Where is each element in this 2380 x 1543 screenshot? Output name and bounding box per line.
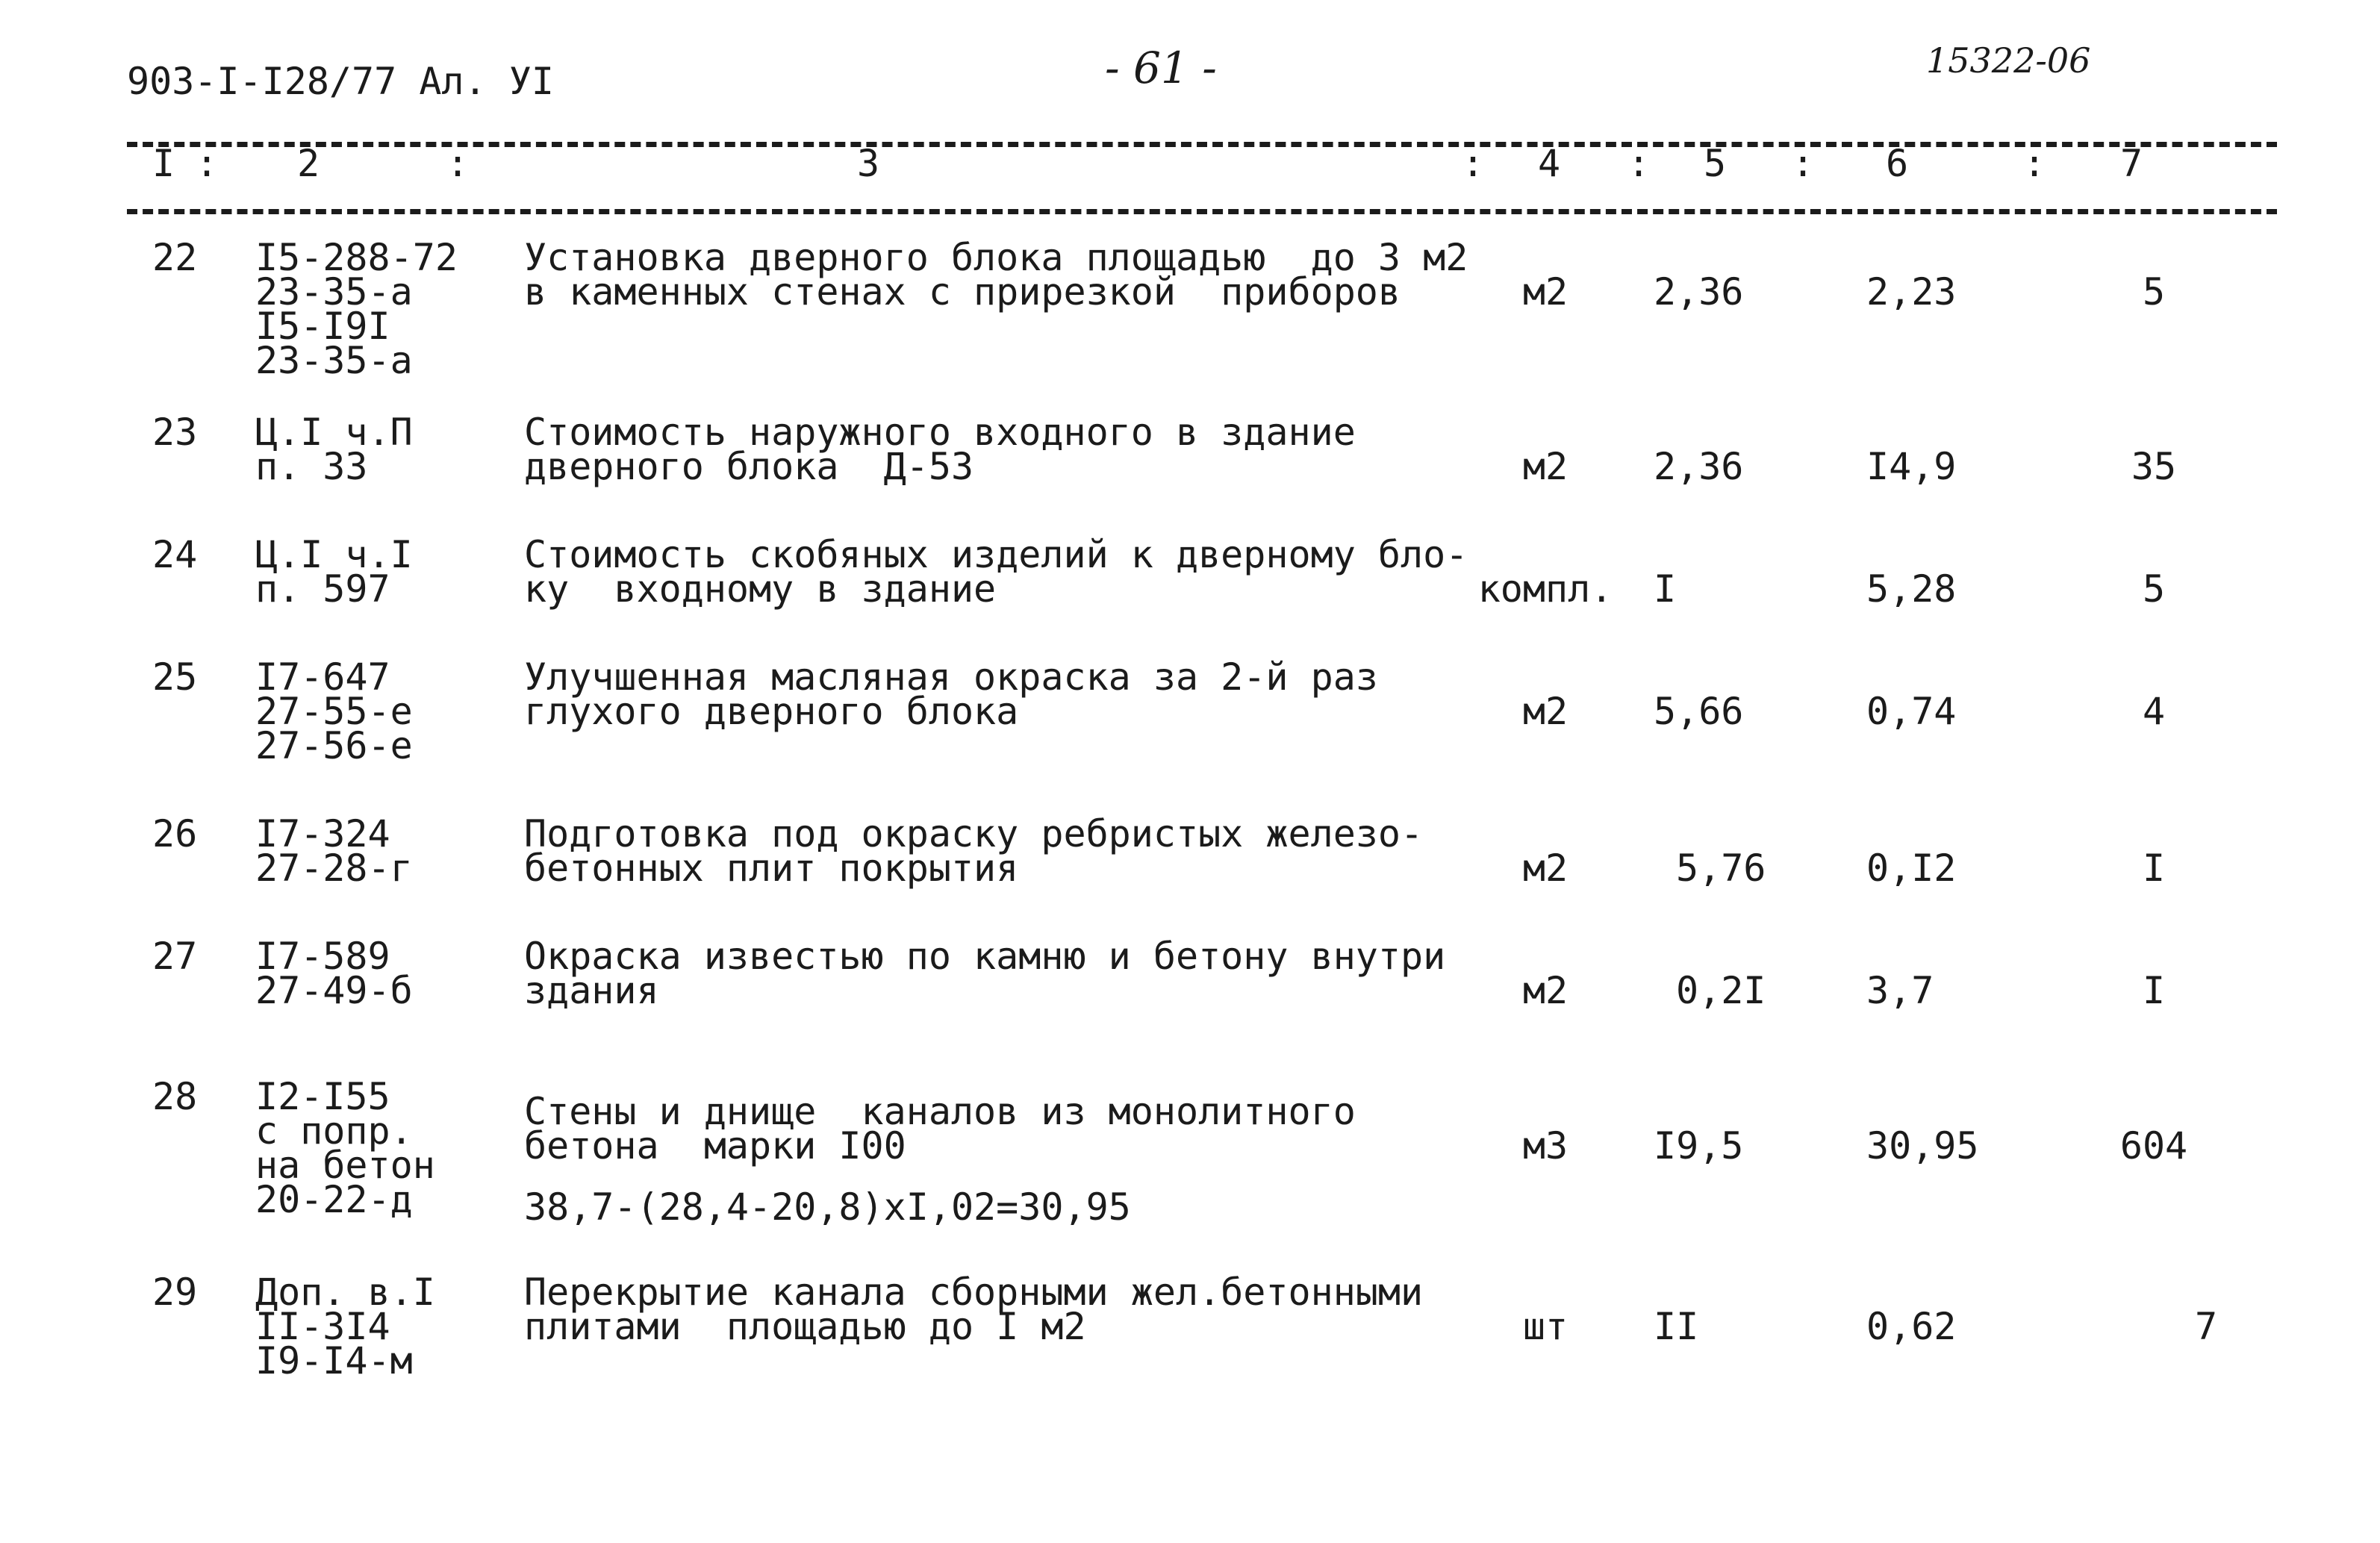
row-number: 25 — [152, 655, 198, 699]
row-number: 29 — [152, 1271, 198, 1314]
unit: м2 — [1522, 270, 1569, 314]
column-number-1: I — [152, 142, 175, 185]
total-cost: 5 — [2142, 270, 2166, 314]
calculation-note: 38,7-(28,4-20,8)хI,02=30,95 — [524, 1185, 1131, 1229]
unit-price: 5,28 — [1866, 567, 1957, 611]
unit: шт — [1522, 1305, 1569, 1348]
column-separator: : — [1462, 142, 1485, 185]
document-code: 903-I-I28/77 Ал. УI — [127, 60, 554, 103]
row-number: 24 — [152, 533, 198, 576]
column-number-4: 4 — [1538, 142, 1561, 185]
unit-price: 2,23 — [1866, 270, 1957, 314]
unit-price: 0,74 — [1866, 690, 1957, 733]
total-cost: 35 — [2131, 445, 2177, 488]
page-number: - 61 - — [1105, 43, 1217, 93]
total-cost: 5 — [2142, 567, 2166, 611]
column-number-6: 6 — [1886, 142, 1909, 185]
unit: м2 — [1522, 847, 1569, 890]
column-separator: : — [446, 142, 470, 185]
unit: м2 — [1522, 969, 1569, 1012]
archive-number: 15322-06 — [1926, 40, 2091, 81]
header-bottom-rule — [127, 209, 2277, 214]
row-number: 26 — [152, 812, 198, 855]
unit: м3 — [1522, 1124, 1569, 1168]
quantity: 5,66 — [1654, 690, 1744, 733]
total-cost: I — [2142, 847, 2166, 890]
row-number: 23 — [152, 411, 198, 454]
work-description: Перекрытие канала сборными жел.бетонными плитами площадью до I м2 — [524, 1271, 1424, 1348]
column-separator: : — [196, 142, 219, 185]
column-number-7: 7 — [2120, 142, 2143, 185]
norm-code: Ц.I ч.I п. 597 — [255, 533, 413, 611]
unit-price: 0,I2 — [1866, 847, 1957, 890]
work-description: Стены и днище каналов из монолитного бетона марки I00 — [524, 1090, 1356, 1168]
quantity: 5,76 — [1676, 847, 1766, 890]
total-cost: 7 — [2194, 1305, 2218, 1348]
quantity: 2,36 — [1654, 445, 1744, 488]
column-number-2: 2 — [297, 142, 320, 185]
quantity: II — [1654, 1305, 1699, 1348]
work-description: Окраска известью по камню и бетону внутри здания — [524, 935, 1446, 1012]
total-cost: 4 — [2142, 690, 2166, 733]
column-number-5: 5 — [1704, 142, 1727, 185]
unit: м2 — [1522, 445, 1569, 488]
work-description: Установка дверного блока площадью до 3 м2 в каменных стенах с прирезкой приборов — [524, 236, 1468, 314]
quantity: 0,2I — [1676, 969, 1766, 1012]
unit-price: 0,62 — [1866, 1305, 1957, 1348]
quantity: 2,36 — [1654, 270, 1744, 314]
total-cost: 604 — [2119, 1124, 2188, 1168]
norm-code: I7-589 27-49-б — [255, 935, 413, 1012]
column-separator: : — [2023, 142, 2046, 185]
column-separator: : — [1792, 142, 1815, 185]
norm-code: I7-647 27-55-е 27-56-е — [255, 655, 413, 767]
unit: компл. — [1477, 567, 1613, 611]
quantity: I9,5 — [1654, 1124, 1744, 1168]
norm-code: I5-288-72 23-35-а I5-I9I 23-35-а — [255, 236, 458, 382]
norm-code: Ц.I ч.П п. 33 — [255, 411, 413, 488]
work-description: Подготовка под окраску ребристых железо- бетонных плит покрытия — [524, 812, 1424, 890]
work-description: Улучшенная масляная окраска за 2-й раз глухого дверного блока — [524, 655, 1378, 733]
norm-code: I7-324 27-28-г — [255, 812, 413, 890]
quantity: I — [1654, 567, 1677, 611]
row-number: 27 — [152, 935, 198, 978]
norm-code: I2-I55 с попр. на бетон 20-22-д — [255, 1075, 435, 1221]
unit-price: 30,95 — [1866, 1124, 1979, 1168]
unit: м2 — [1522, 690, 1569, 733]
column-number-3: 3 — [857, 142, 880, 185]
unit-price: I4,9 — [1866, 445, 1957, 488]
work-description: Стоимость наружного входного в здание дверного блока Д-53 — [524, 411, 1356, 488]
row-number: 22 — [152, 236, 198, 279]
unit-price: 3,7 — [1866, 969, 1934, 1012]
row-number: 28 — [152, 1075, 198, 1118]
norm-code: Доп. в.I II-3I4 I9-I4-м — [255, 1271, 435, 1383]
column-separator: : — [1627, 142, 1651, 185]
total-cost: I — [2142, 969, 2166, 1012]
work-description: Стоимость скобяных изделий к дверному бло- ку входному в здание — [524, 533, 1468, 611]
